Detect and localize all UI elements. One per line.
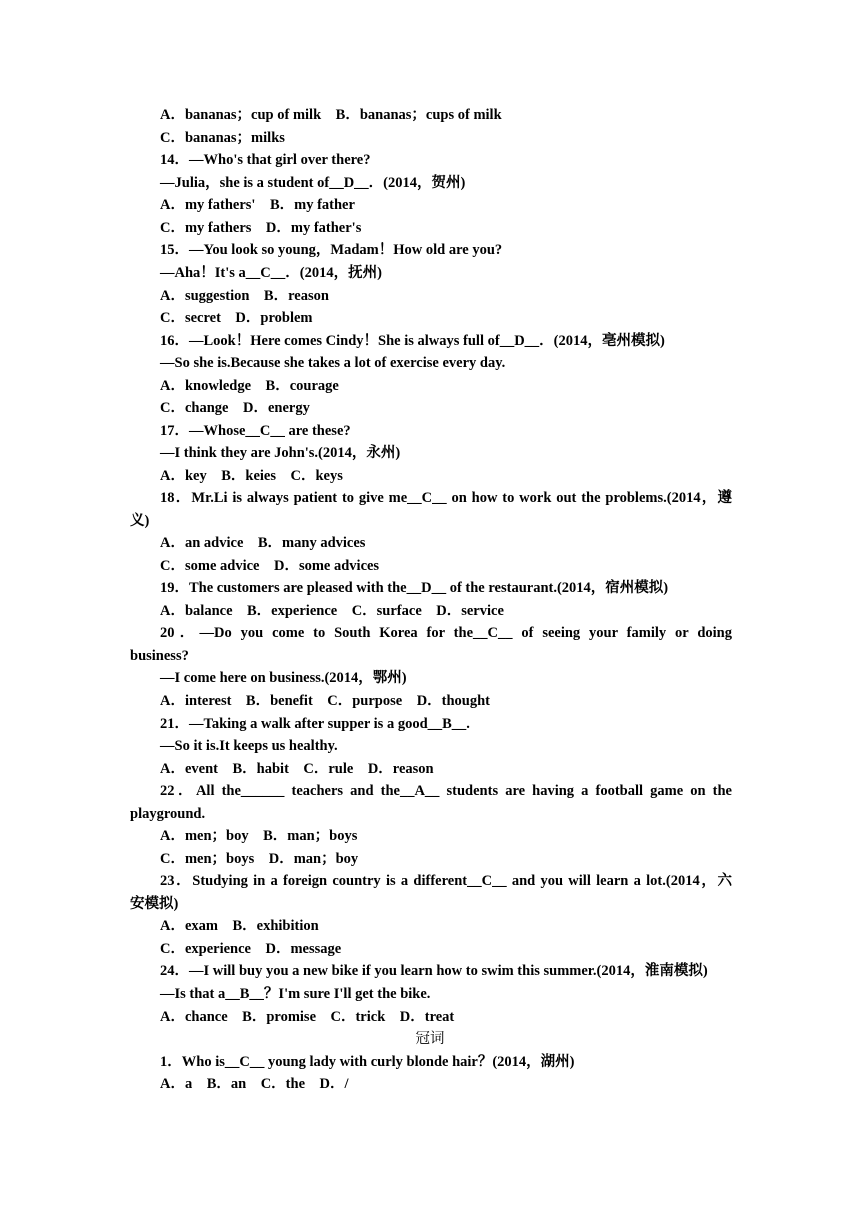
question-15: 15．—You look so young，Madam！How old are you? [160,242,503,258]
question-19: 19．The customers are pleased with the__D__ of the restaurant.(2014，宿州模拟) [160,580,669,596]
text-line: A．interest B．benefit C．purpose D．thought [160,693,491,709]
text-line: A．an advice B．many advices [160,535,366,551]
text-line: —So it is.It keeps us healthy. [160,738,338,754]
question-23: 23．Studying in a foreign country is a different__C__ and you will learn a lot.(2014，六 [160,873,732,889]
text-line: business? [130,648,189,664]
text-line: A．exam B．exhibition [160,918,319,934]
text-line: C．bananas；milks [160,130,285,146]
text-line: 安模拟) [130,896,179,912]
text-line: A．men；boy B．man；boys [160,828,358,844]
text-line: A．a B．an C．the D．/ [160,1076,349,1092]
question-22: 22．All the______ teachers and the__A__ students are having a football game on the [160,783,732,799]
text-line: A．suggestion B．reason [160,288,329,304]
text-line: playground. [130,806,206,822]
text-line: —Julia，she is a student of__D__．(2014，贺州) [160,175,466,191]
text-line: A．event B．habit C．rule D．reason [160,761,434,777]
text-line: —I think they are John's.(2014，永州) [160,445,401,461]
question-20: 20．—Do you come to South Korea for the__C__ of seeing your family or doing [160,625,732,641]
question-14: 14．—Who's that girl over there? [160,152,371,168]
text-line: C．some advice D．some advices [160,558,380,574]
text-line: A．chance B．promise C．trick D．treat [160,1009,455,1025]
text-line: A．bananas；cup of milk B．bananas；cups of milk [160,107,502,123]
text-line: C．secret D．problem [160,310,313,326]
question-17: 17．—Whose__C__ are these? [160,423,351,439]
text-line: C．change D．energy [160,400,310,416]
text-line: A．balance B．experience C．surface D．service [160,603,504,619]
text-line: —So she is.Because she takes a lot of exercise every day. [160,355,506,371]
text-line: —Is that a__B__？I'm sure I'll get the bike. [160,986,431,1002]
text-line: —Aha！It's a__C__．(2014，抚州) [160,265,382,281]
text-line: —I come here on business.(2014，鄂州) [160,670,407,686]
question-18: 18．Mr.Li is always patient to give me__C__ on how to work out the problems.(2014，遵 [160,490,732,506]
text-line: A．my fathers' B．my father [160,197,355,213]
text-line: C．men；boys D．man；boy [160,851,359,867]
text-line: C．my fathers D．my father's [160,220,362,236]
section-heading: 冠词 [415,1031,445,1047]
article-question-1: 1．Who is__C__ young lady with curly blonde hair？(2014，湖州) [160,1054,575,1070]
text-line: A．key B．keies C．keys [160,468,343,484]
text-line: 义) [130,513,150,529]
question-21: 21．—Taking a walk after supper is a good__B__. [160,716,470,732]
text-line: A．knowledge B．courage [160,378,339,394]
text-line: C．experience D．message [160,941,342,957]
question-24: 24．—I will buy you a new bike if you learn how to swim this summer.(2014，淮南模拟) [160,963,708,979]
question-16: 16．—Look！Here comes Cindy！She is always full of__D__．(2014，亳州模拟) [160,333,665,349]
